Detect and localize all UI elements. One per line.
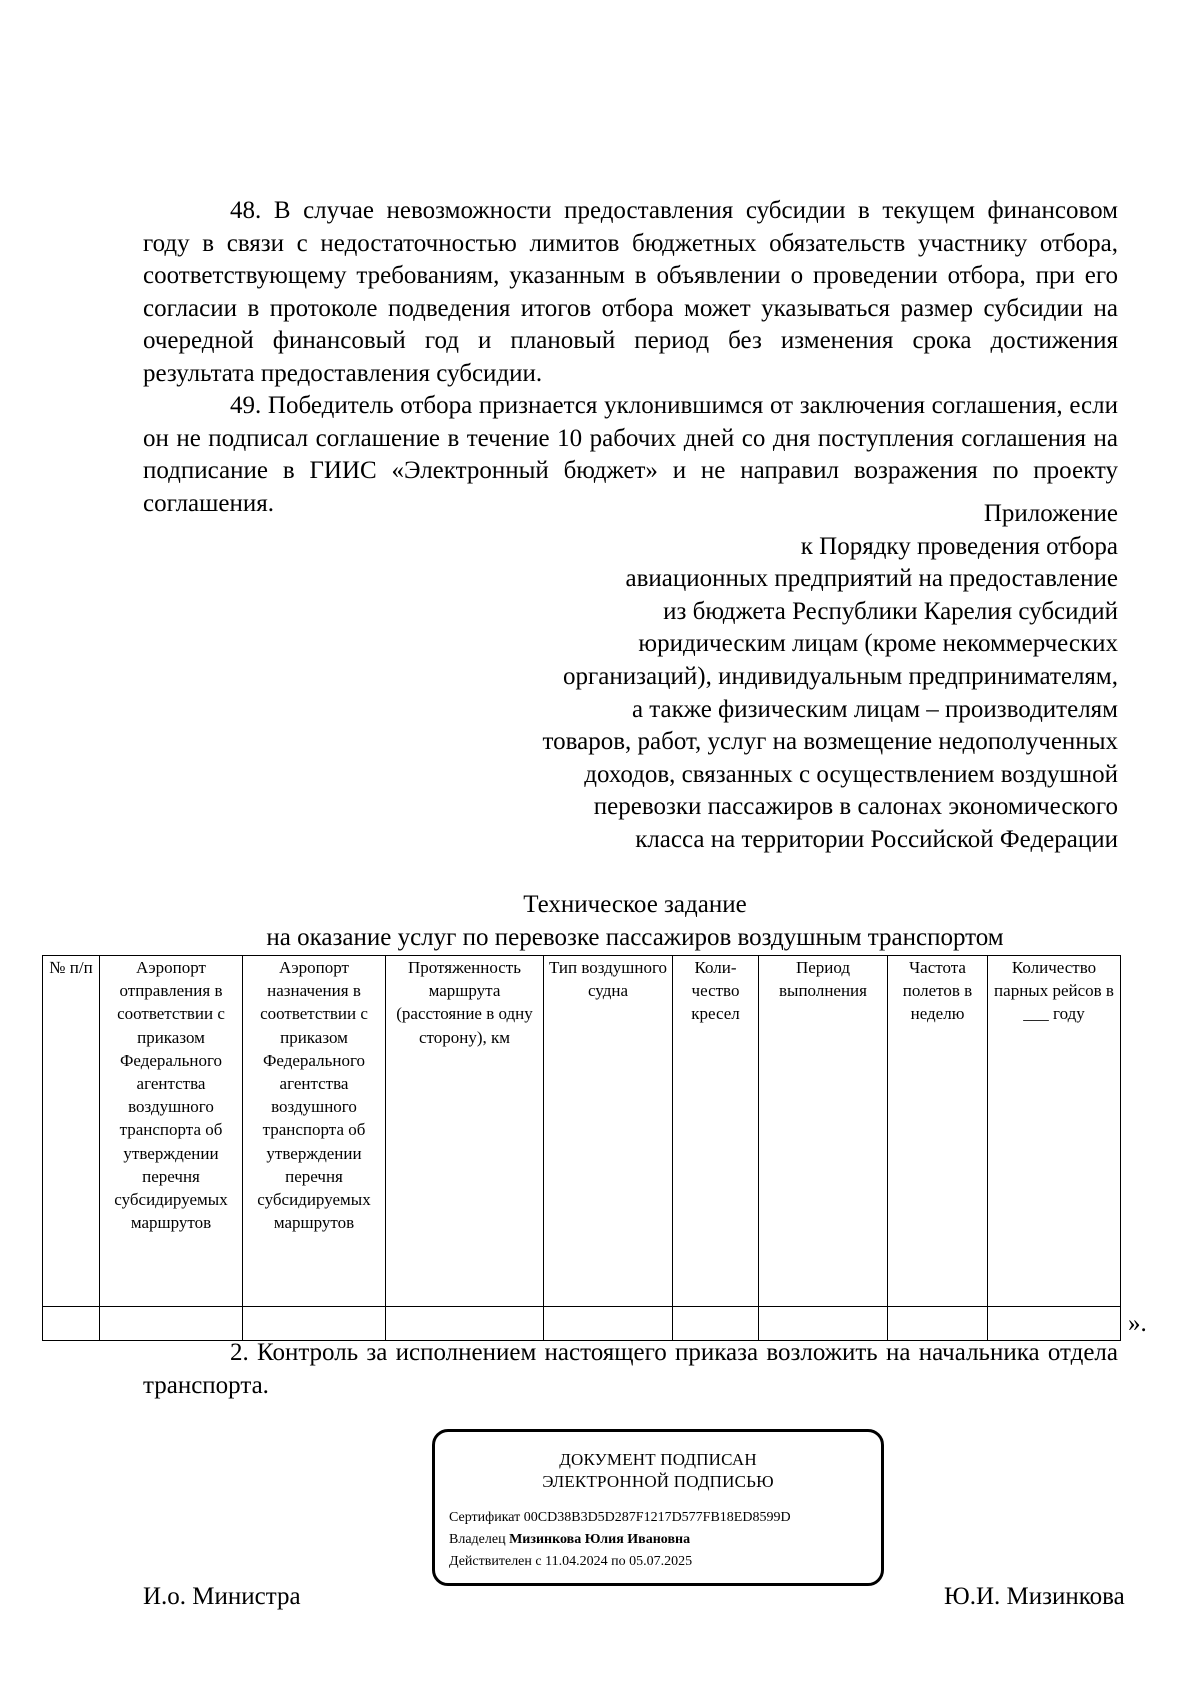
appendix-line: Приложение xyxy=(983,500,1118,527)
stamp-cert-label: Сертификат xyxy=(449,1510,521,1525)
appendix-line: доходов, связанных с осуществлением воздушной xyxy=(584,760,1118,788)
col-header-frequency: Частота полетов в неделю xyxy=(888,956,988,1307)
signatory-position: И.о. Министра xyxy=(143,1583,301,1610)
tz-title-line1: Техническое задание xyxy=(523,891,747,918)
paragraph-2: 2. Контроль за исполнением настоящего приказа возложить на начальника отдела транспорта. xyxy=(143,1339,1118,1399)
appendix-line: перевозки пассажиров в салонах экономического xyxy=(593,793,1118,821)
stamp-owner-label: Владелец xyxy=(449,1532,506,1547)
appendix-line: класса на территории Российской Федерации xyxy=(635,825,1118,853)
paragraph-48: 48. В случае невозможности предоставления субсидии в текущем финансовом году в связи с недостаточностью лимитов бюджетных обязательств участнику отбора, соответствующему требованиям, указанным в объявлении о проведении отбора, при его согласии в протоколе подведения итогов отбора может указываться размер субсидии на очередной финансовый год и плановый период без изменения срока достижения результата предоставления субсидии. xyxy=(143,197,1118,387)
col-header-seats: Коли-чество кресел xyxy=(673,956,759,1307)
appendix-line: юридическим лицам (кроме некоммерческих xyxy=(638,630,1118,658)
tz-title-line2: на оказание услуг по перевозке пассажиров воздушным транспортом xyxy=(266,923,1004,951)
col-header-arrival-airport: Аэропорт назначения в соответствии с приказом Федерального агентства воздушного транспорта об утверждении перечня субсидируемых маршрутов xyxy=(243,956,386,1307)
table-cell xyxy=(43,1307,100,1341)
table-cell xyxy=(544,1307,673,1341)
table-row xyxy=(43,1307,1121,1341)
stamp-header-line2: ЭЛЕКТРОННОЙ ПОДПИСЬЮ xyxy=(542,1472,774,1491)
paragraph-49: 49. Победитель отбора признается уклонившимся от заключения соглашения, если он не подписал соглашение в течение 10 рабочих дней со дня поступления соглашения на подписание в ГИИС «Электронный бюджет» и не направил возражения по проекту соглашения. xyxy=(143,392,1118,517)
col-header-paired-flights: Количество парных рейсов в ___ году xyxy=(988,956,1121,1307)
stamp-valid-label: Действителен с xyxy=(449,1554,542,1569)
stamp-valid-to: 05.07.2025 xyxy=(629,1554,693,1569)
stamp-cert-row xyxy=(449,1507,881,1529)
col-header-period: Период выполнения xyxy=(759,956,888,1307)
table-cell xyxy=(100,1307,243,1341)
col-header-route-length: Протяженность маршрута (расстояние в одну сторону), км xyxy=(386,956,544,1307)
appendix-line: а также физическим лицам – производителям xyxy=(631,695,1118,723)
appendix-line: к Порядку проведения отбора xyxy=(800,532,1118,560)
closing-quote: ». xyxy=(1128,1310,1147,1337)
stamp-valid-to-label: по xyxy=(611,1554,626,1569)
signatory-name: Ю.И. Мизинкова xyxy=(944,1583,1125,1610)
appendix-header xyxy=(300,498,1118,857)
tz-title xyxy=(0,889,1200,954)
appendix-line: товаров, работ, услуг на возмещение недополученных xyxy=(542,728,1118,756)
stamp-valid-row xyxy=(449,1551,881,1573)
stamp-owner-value: Мизинкова Юлия Ивановна xyxy=(509,1532,691,1547)
table-cell xyxy=(243,1307,386,1341)
table-cell xyxy=(673,1307,759,1341)
electronic-signature-stamp xyxy=(432,1429,884,1586)
table-cell xyxy=(386,1307,544,1341)
table-cell xyxy=(988,1307,1121,1341)
appendix-line: авиационных предприятий на предоставление xyxy=(625,565,1118,593)
table-cell xyxy=(759,1307,888,1341)
stamp-owner-row xyxy=(449,1529,881,1551)
stamp-valid-from: 11.04.2024 xyxy=(545,1554,608,1569)
tz-table xyxy=(42,955,1121,1341)
col-header-aircraft-type: Тип воздушного судна xyxy=(544,956,673,1307)
col-header-departure-airport: Аэропорт отправления в соответствии с приказом Федерального агентства воздушного транспорта об утверждении перечня субсидируемых маршрутов xyxy=(100,956,243,1307)
stamp-cert-value: 00CD38B3D5D287F1217D577FB18ED8599D xyxy=(523,1510,791,1525)
appendix-line: из бюджета Республики Карелия субсидий xyxy=(663,597,1118,625)
stamp-header-line1: ДОКУМЕНТ ПОДПИСАН xyxy=(559,1450,757,1469)
col-header-number: № п/п xyxy=(43,956,100,1307)
table-cell xyxy=(888,1307,988,1341)
appendix-line: организаций), индивидуальным предпринимателям, xyxy=(563,662,1118,690)
